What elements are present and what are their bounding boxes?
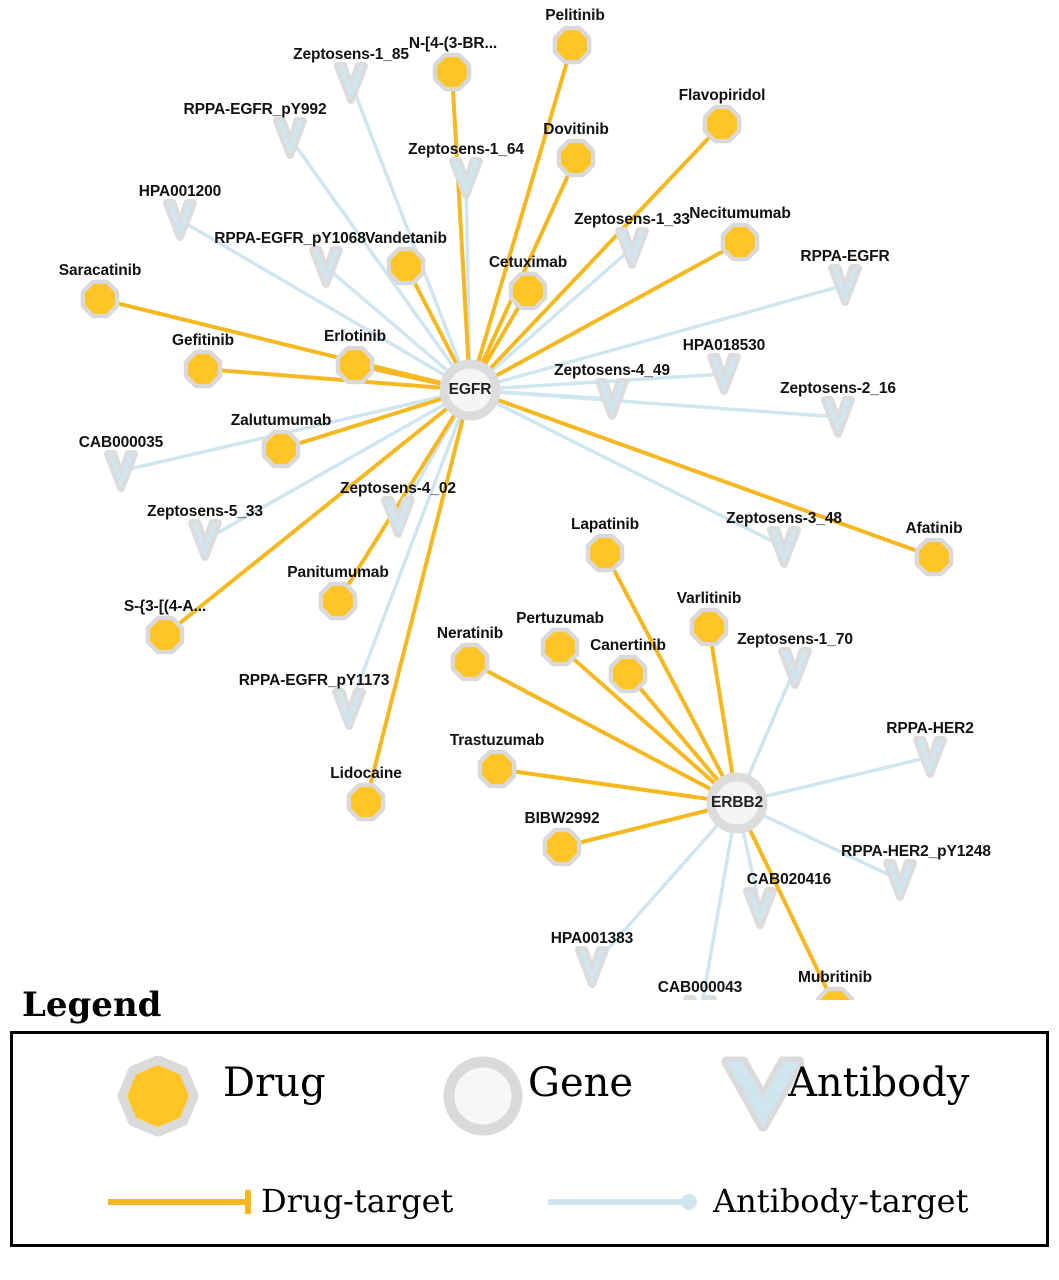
- antibody-label: Zeptosens-1_70: [737, 631, 853, 648]
- drug-node[interactable]: [151, 621, 179, 649]
- drug-label: Neratinib: [436, 625, 504, 642]
- gene-label: ERBB2: [710, 794, 764, 811]
- drug-label: Dovitinib: [543, 121, 609, 138]
- drug-label: Cetuximab: [488, 254, 568, 271]
- drug-node[interactable]: [189, 355, 217, 383]
- legend-box: [10, 1031, 1049, 1247]
- drug-label: Flavopiridol: [678, 87, 766, 104]
- drug-label: Pertuzumab: [516, 610, 604, 627]
- legend-gene-icon: [433, 1056, 533, 1146]
- drug-node[interactable]: [352, 788, 380, 816]
- antibody-label: Zeptosens-4_02: [340, 480, 456, 497]
- antibody-label: HPA018530: [682, 337, 766, 354]
- legend-drug-icon: [103, 1056, 213, 1146]
- drug-label: Pelitinib: [545, 7, 605, 24]
- drug-node[interactable]: [562, 144, 590, 172]
- drug-node[interactable]: [514, 277, 542, 305]
- drug-node[interactable]: [483, 755, 511, 783]
- drug-label: S-{3-[(4-A...: [123, 598, 207, 615]
- antibody-label: Zeptosens-5_33: [147, 503, 263, 520]
- antibody-label: Zeptosens-1_64: [408, 141, 524, 158]
- drug-node[interactable]: [726, 228, 754, 256]
- drug-label: Gefitinib: [172, 332, 234, 349]
- drug-label: Afatinib: [905, 520, 963, 537]
- antibody-label: RPPA-HER2: [886, 720, 974, 737]
- drug-node[interactable]: [86, 285, 114, 313]
- drug-node[interactable]: [324, 587, 352, 615]
- antibody-label: CAB000035: [78, 434, 164, 451]
- drug-label: BIBW2992: [524, 810, 600, 827]
- antibody-label: HPA001200: [138, 183, 222, 200]
- legend-drug-target-edge-icon: [103, 1184, 263, 1220]
- drug-node[interactable]: [548, 833, 576, 861]
- legend-title: Legend: [22, 985, 162, 1025]
- antibody-label: RPPA-HER2_pY1248: [841, 843, 991, 860]
- legend: [0, 985, 1059, 1247]
- antibody-label: Zeptosens-1_85: [293, 46, 409, 63]
- drug-node[interactable]: [392, 252, 420, 280]
- drug-node[interactable]: [546, 633, 574, 661]
- drug-label: Lidocaine: [330, 765, 402, 782]
- drug-node[interactable]: [558, 31, 586, 59]
- drug-label: Lapatinib: [571, 516, 639, 533]
- drug-node[interactable]: [920, 543, 948, 571]
- antibody-label: CAB020416: [746, 871, 832, 888]
- drug-node[interactable]: [708, 110, 736, 138]
- antibody-label: RPPA-EGFR_pY1068: [214, 230, 366, 247]
- drug-label: Zalutumumab: [230, 412, 332, 429]
- antibody-label: RPPA-EGFR: [800, 248, 890, 265]
- drug-node[interactable]: [456, 648, 484, 676]
- drug-label: Vandetanib: [365, 230, 447, 247]
- legend-antibody-target-label: Antibody-target: [713, 1182, 969, 1220]
- antibody-label: HPA001383: [550, 930, 634, 947]
- drug-node[interactable]: [695, 613, 723, 641]
- antibody-label: Zeptosens-1_33: [574, 211, 690, 228]
- drug-label: Erlotinib: [324, 328, 386, 345]
- drug-label: Mubritinib: [798, 969, 872, 986]
- edge-drug-target: [470, 390, 934, 557]
- drug-node[interactable]: [438, 58, 466, 86]
- drug-label: Panitumumab: [287, 564, 389, 581]
- drug-label: Necitumumab: [689, 205, 791, 222]
- antibody-label: Zeptosens-3_48: [726, 510, 842, 527]
- legend-antibody-label: Antibody: [788, 1060, 970, 1106]
- drug-node[interactable]: [614, 660, 642, 688]
- legend-antibody-target-edge-icon: [543, 1184, 703, 1220]
- drug-node[interactable]: [591, 539, 619, 567]
- drug-label: N-[4-(3-BR...: [408, 35, 498, 52]
- gene-label: EGFR: [448, 381, 492, 398]
- drug-label: Saracatinib: [58, 262, 142, 279]
- antibody-label: RPPA-EGFR_pY992: [183, 101, 327, 118]
- drug-label: Canertinib: [590, 637, 666, 654]
- drug-node[interactable]: [341, 351, 369, 379]
- drug-label: Varlitinib: [676, 590, 742, 607]
- antibody-label: Zeptosens-2_16: [780, 380, 896, 397]
- legend-gene-label: Gene: [528, 1060, 634, 1106]
- legend-drug-target-label: Drug-target: [261, 1182, 454, 1220]
- antibody-label: CAB000043: [657, 979, 743, 996]
- legend-drug-label: Drug: [223, 1060, 326, 1106]
- antibody-label: RPPA-EGFR_pY1173: [238, 672, 390, 689]
- drug-node[interactable]: [267, 435, 295, 463]
- antibody-label: Zeptosens-4_49: [554, 362, 670, 379]
- drug-label: Trastuzumab: [449, 732, 545, 749]
